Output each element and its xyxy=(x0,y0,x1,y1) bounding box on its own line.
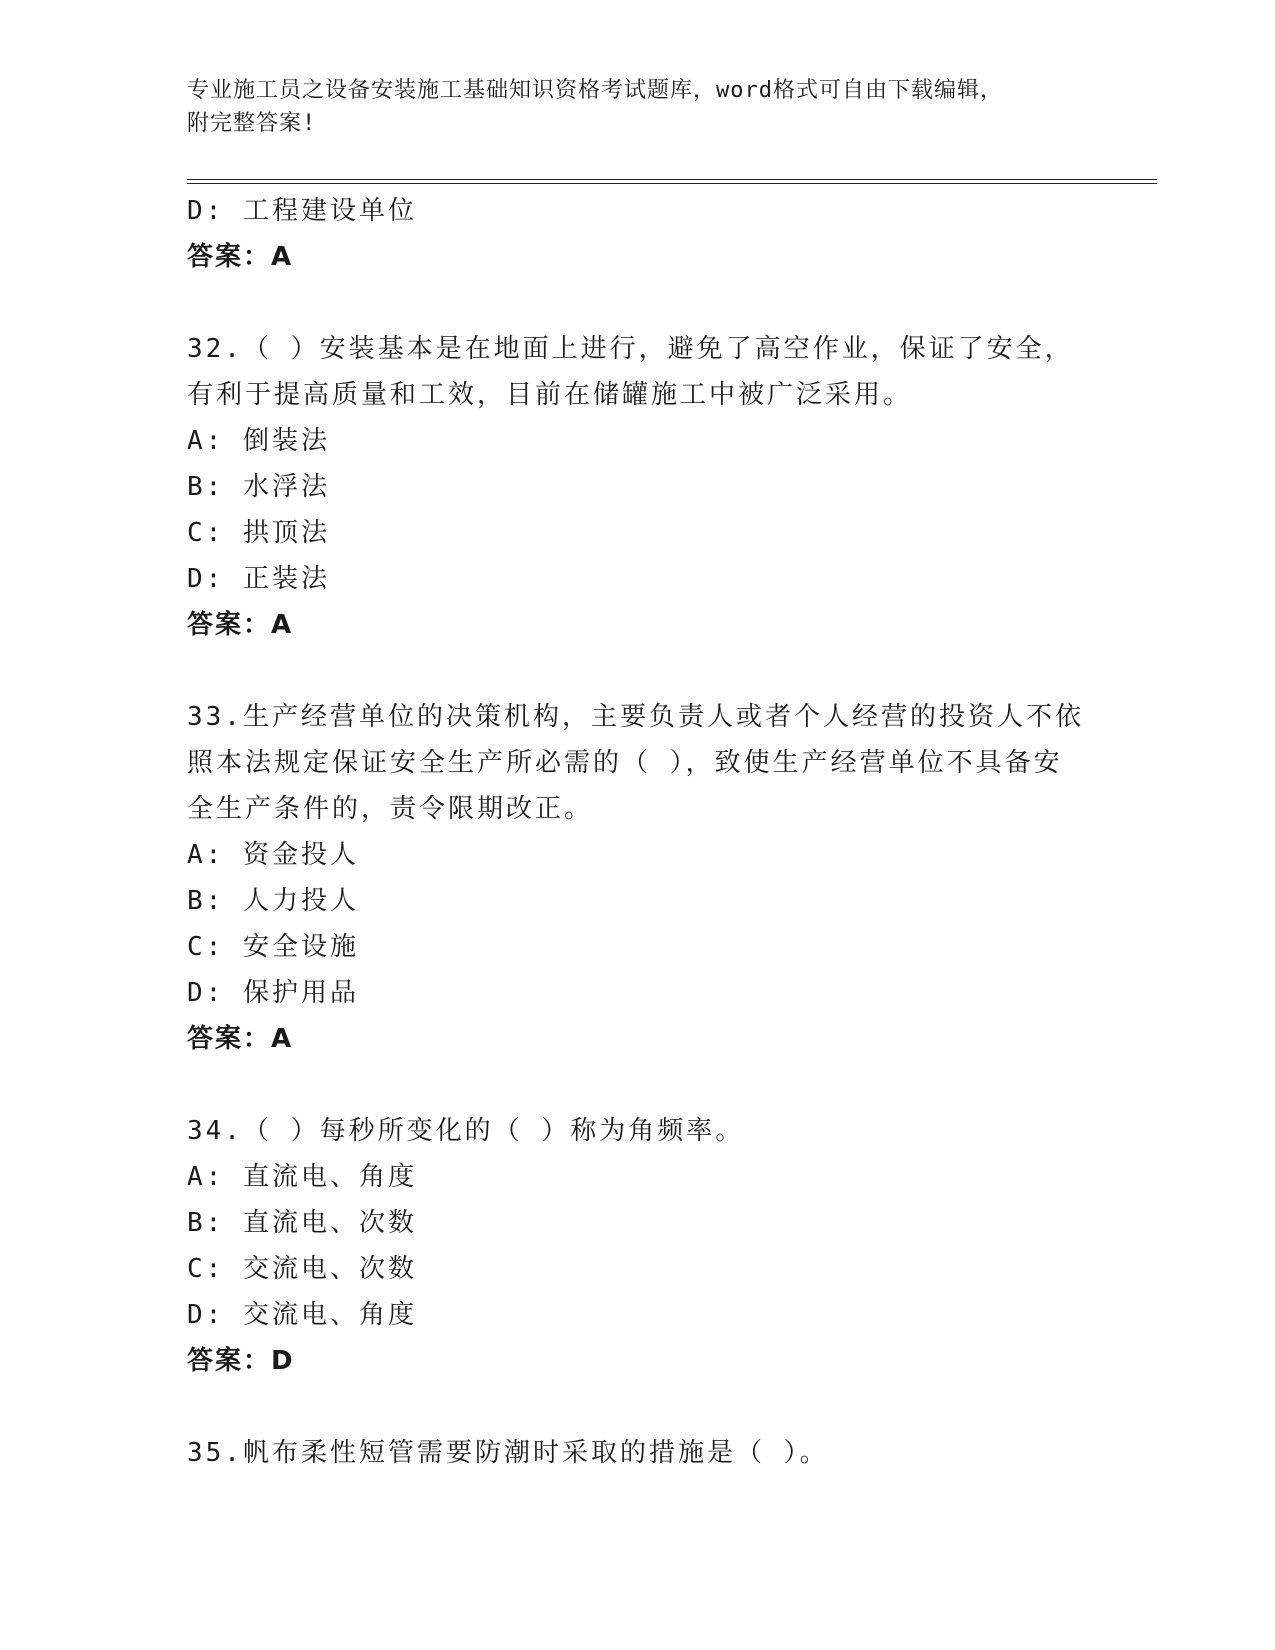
spacer xyxy=(187,648,1087,694)
question-text: 有利于提高质量和工效，目前在储罐施工中被广泛采用。 xyxy=(187,380,913,410)
option-c: C: 安全设施 xyxy=(187,932,359,962)
question-block-31 xyxy=(187,188,1087,280)
question-text: 34.（ ）每秒所变化的（ ）称为角频率。 xyxy=(187,1116,745,1146)
option-b: B: 水浮法 xyxy=(187,472,330,502)
option-d: D: 工程建设单位 xyxy=(187,196,417,226)
option-c: C: 拱顶法 xyxy=(187,518,330,548)
question-block-32 xyxy=(187,326,1087,648)
question-text: 照本法规定保证安全生产所必需的（ ），致使生产经营单位不具备安 xyxy=(187,748,1063,778)
spacer xyxy=(187,1062,1087,1108)
header-line-2: 附完整答案! xyxy=(187,111,317,136)
question-block-35 xyxy=(187,1430,1087,1476)
option-d: D: 保护用品 xyxy=(187,978,359,1008)
question-text: 32.（ ）安装基本是在地面上进行，避免了高空作业，保证了安全， xyxy=(187,334,1074,364)
spacer xyxy=(187,280,1087,326)
question-list xyxy=(187,188,1087,1476)
answer: 答案：A xyxy=(187,242,294,272)
question-text: 35.帆布柔性短管需要防潮时采取的措施是（ ）。 xyxy=(187,1438,829,1468)
question-block-33 xyxy=(187,694,1087,1062)
option-d: D: 正装法 xyxy=(187,564,330,594)
option-a: A: 资金投人 xyxy=(187,840,359,870)
option-c: C: 交流电、次数 xyxy=(187,1254,417,1284)
option-b: B: 人力投人 xyxy=(187,886,359,916)
answer: 答案：A xyxy=(187,610,294,640)
option-a: A: 直流电、角度 xyxy=(187,1162,417,1192)
question-block-34 xyxy=(187,1108,1087,1384)
spacer xyxy=(187,1384,1087,1430)
header-line-1: 专业施工员之设备安装施工基础知识资格考试题库，word格式可自由下载编辑， xyxy=(187,78,1003,103)
question-text: 全生产条件的，责令限期改正。 xyxy=(187,794,594,824)
option-b: B: 直流电、次数 xyxy=(187,1208,417,1238)
header-divider xyxy=(187,179,1157,184)
answer: 答案：D xyxy=(187,1346,295,1376)
option-a: A: 倒装法 xyxy=(187,426,330,456)
option-d: D: 交流电、角度 xyxy=(187,1300,417,1330)
question-text: 33.生产经营单位的决策机构，主要负责人或者个人经营的投资人不依 xyxy=(187,702,1084,732)
document-header xyxy=(187,74,1087,140)
answer: 答案：A xyxy=(187,1024,294,1054)
